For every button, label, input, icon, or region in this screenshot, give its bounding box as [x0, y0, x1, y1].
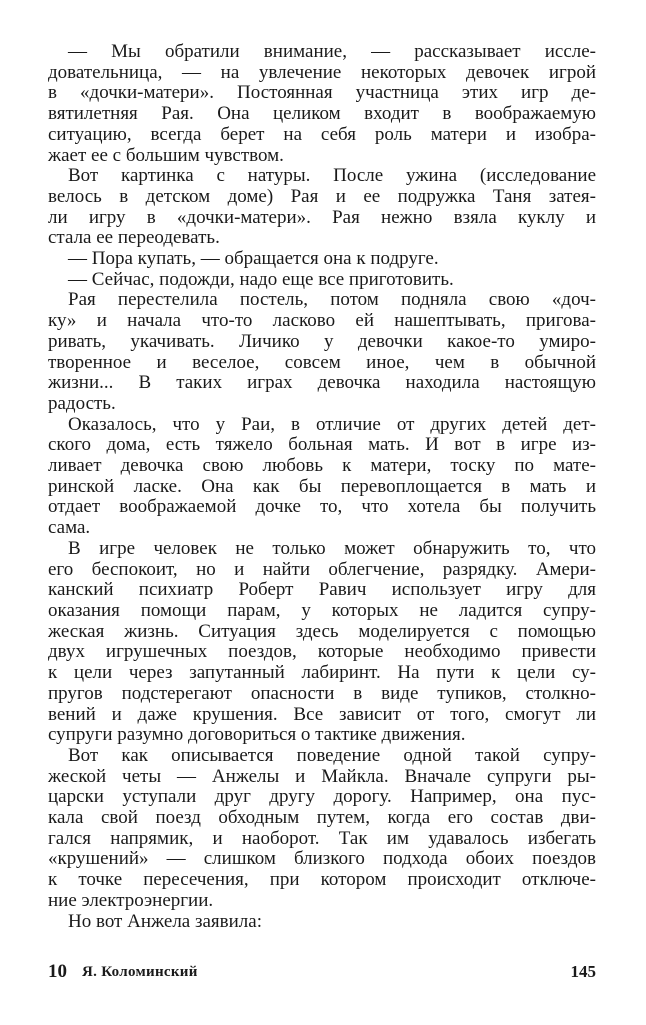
text-line: отдает воображаемой дочке то, что хотела бы получить — [48, 496, 596, 518]
text-line: Вот как описывается поведение одной такой супру- — [68, 744, 596, 766]
text-line: — Мы обратили внимание, — рассказывает иссле- — [68, 41, 596, 62]
text-line: жизни... В таких играх девочка находила настоящую — [48, 372, 596, 394]
text-line: ского дома, есть тяжело больная мать. И вот в игре из- — [48, 434, 596, 456]
text-line: ли игру в «дочки-матери». Рая нежно взяла куклу и — [48, 206, 596, 228]
text-line: вятилетняя Рая. Она целиком входит в воображаемую — [48, 103, 596, 125]
text-line: жеской четы — Анжелы и Майкла. Вначале супруги ры- — [48, 765, 596, 787]
paragraph — [48, 539, 596, 746]
text-line: оказания помощи парам, у которых не ладится супру- — [48, 599, 596, 621]
text-line: ривать, укачивать. Личико у девочки какое-то умиро- — [48, 330, 596, 352]
paragraph — [48, 166, 596, 249]
text-line: Но вот Анжела заявила: — [68, 910, 262, 932]
text-line: пругов подстерегают опасности в виде тупиков, столкно- — [48, 682, 596, 704]
text-line: к цели через запутанный лабиринт. На пути к цели су- — [48, 662, 596, 684]
text-line: ситуацию, всегда берет на себя роль матери и изобра- — [48, 123, 596, 145]
page-body — [48, 42, 596, 932]
text-line: В игре человек не только может обнаружить то, что — [68, 537, 596, 559]
text-line: велось в детском доме) Рая и ее подружка Таня затея- — [48, 185, 596, 207]
page-footer — [48, 961, 596, 985]
paragraph — [48, 42, 596, 166]
text-line: творенное и веселое, совсем иное, чем в обычной — [48, 351, 596, 373]
text-line: жает ее с большим чувством. — [48, 144, 284, 166]
text-line: — Сейчас, подожди, надо еще все приготовить. — [68, 268, 454, 290]
paragraph — [48, 912, 596, 933]
text-line: сама. — [48, 517, 91, 539]
text-line: стала ее переодевать. — [48, 227, 220, 249]
paragraph — [48, 290, 596, 414]
paragraph — [48, 415, 596, 539]
paragraph — [48, 746, 596, 912]
text-line: ливает девочка свою любовь к матери, тоску по мате- — [48, 455, 596, 477]
text-line: — Пора купать, — обращается она к подруге. — [68, 248, 439, 270]
text-line: ние электроэнергии. — [48, 889, 214, 911]
text-line: ку» и начала что-то ласково ей нашептывать, пригова- — [48, 310, 596, 332]
text-line: Вот картинка с натуры. После ужина (исследование — [68, 165, 596, 187]
text-line: его беспокоит, но и найти облегчение, разрядку. Амери- — [48, 558, 596, 580]
signature-author: Я. Коломинский — [82, 964, 198, 980]
text-line: довательница, — на увлечение некоторых девочек игрой — [48, 61, 596, 83]
text-line: кала свой поезд обходным путем, когда его состав дви- — [48, 807, 596, 829]
paragraph — [48, 270, 596, 291]
text-line: канский психиатр Роберт Равич использует игру для — [48, 579, 596, 601]
text-column — [48, 42, 596, 932]
text-line: к точке пересечения, при котором происходит отключе- — [48, 869, 596, 891]
text-line: вений и даже крушения. Все зависит от того, смогут ли — [48, 703, 596, 725]
text-line: гался напрямик, и наоборот. Так им удавалось избегать — [48, 827, 596, 849]
text-line: супруги разумно договориться о тактике движения. — [48, 724, 466, 746]
paragraph — [48, 249, 596, 270]
text-line: «крушений» — слишком близкого подхода обоих поездов — [48, 848, 596, 870]
text-line: радость. — [48, 392, 116, 414]
text-line: в «дочки-матери». Постоянная участница этих игр де- — [48, 82, 596, 104]
text-line: ринской ласке. Она как бы перевоплощается в мать и — [48, 475, 596, 497]
text-line: жеская жизнь. Ситуация здесь моделируется с помощью — [48, 620, 596, 642]
text-line: Оказалось, что у Раи, в отличие от других детей дет- — [68, 413, 596, 435]
text-line: Рая перестелила постель, потом подняла свою «доч- — [68, 289, 596, 311]
page-number: 145 — [570, 962, 596, 981]
text-line: царски уступали друг другу дорогу. Например, она пус- — [48, 786, 596, 808]
text-line: двух игрушечных поездов, которые необходимо привести — [48, 641, 596, 663]
signature-number: 10 — [48, 961, 67, 982]
